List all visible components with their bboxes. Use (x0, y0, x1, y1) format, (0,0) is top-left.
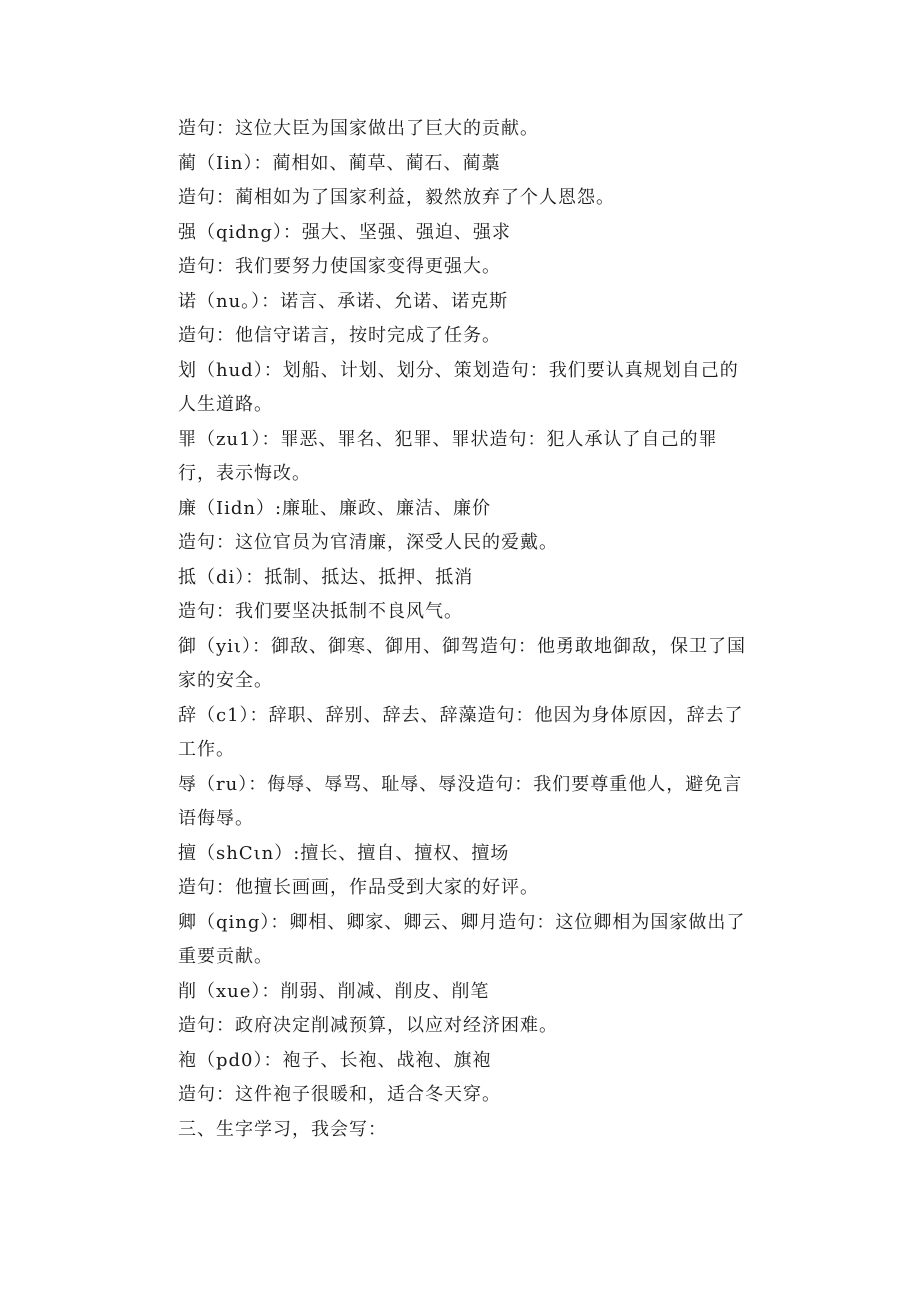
text-line: 袍（pd0）：袍子、长袍、战袍、旗袍 (178, 1049, 492, 1071)
text-line: 强（qidng）：强大、坚强、强迫、强求 (178, 221, 511, 243)
text-line: 蔺（Iin）：蔺相如、蔺草、蔺石、蔺藁 (178, 152, 501, 174)
text-line: 削（xue）：削弱、削减、削皮、削笔 (178, 980, 490, 1002)
text-line: 语侮辱。 (178, 808, 254, 829)
text-line: 造句：我们要努力使国家变得更强大。 (178, 256, 501, 277)
text-line: 工作。 (178, 739, 235, 760)
text-line: 划（hud）：划船、计划、划分、策划造句：我们要认真规划自己的 (178, 359, 739, 381)
text-line: 诺（nu。）：诺言、承诺、允诺、诺克斯 (178, 290, 509, 312)
text-line: 造句：蔺相如为了国家利益，毅然放弃了个人恩怨。 (178, 187, 615, 208)
text-line: 造句：他信守诺言，按时完成了任务。 (178, 325, 501, 346)
document-body (178, 112, 798, 1147)
text-line: 造句：我们要坚决抵制不良风气。 (178, 601, 463, 622)
text-line: 擅（shCιn）:擅长、擅自、擅权、擅场 (178, 842, 510, 864)
text-line: 重要贡献。 (178, 946, 273, 967)
text-line: 辱（ru）：侮辱、辱骂、耻辱、辱没造句：我们要尊重他人，避免言 (178, 773, 743, 795)
text-line: 人生道路。 (178, 394, 273, 415)
text-line: 廉（Iidn）:廉耻、廉政、廉洁、廉价 (178, 497, 492, 519)
text-line: 卿（qing）：卿相、卿家、卿云、卿月造句：这位卿相为国家做出了 (178, 911, 746, 933)
text-line: 造句：这位大臣为国家做出了巨大的贡献。 (178, 118, 539, 139)
text-line: 辞（c1）：辞职、辞别、辞去、辞藻造句：他因为身体原因，辞去了 (178, 704, 744, 726)
text-line: 造句：这件袍子很暖和，适合冬天穿。 (178, 1084, 501, 1105)
text-line: 御（yiι）：御敌、御寒、御用、御驾造句：他勇敢地御敌，保卫了国 (178, 635, 746, 657)
text-line: 罪（zu1）：罪恶、罪名、犯罪、罪状造句：犯人承认了自己的罪 (178, 428, 718, 450)
text-line: 行，表示悔改。 (178, 463, 311, 484)
text-line: 造句：政府决定削减预算，以应对经济困难。 (178, 1015, 558, 1036)
text-line: 造句：这位官员为官清廉，深受人民的爱戴。 (178, 532, 558, 553)
section-heading: 三、生字学习，我会写： (178, 1118, 387, 1140)
text-line: 家的安全。 (178, 670, 273, 691)
text-line: 造句：他擅长画画，作品受到大家的好评。 (178, 877, 539, 898)
text-line: 抵（di）：抵制、抵达、抵押、抵消 (178, 566, 474, 588)
